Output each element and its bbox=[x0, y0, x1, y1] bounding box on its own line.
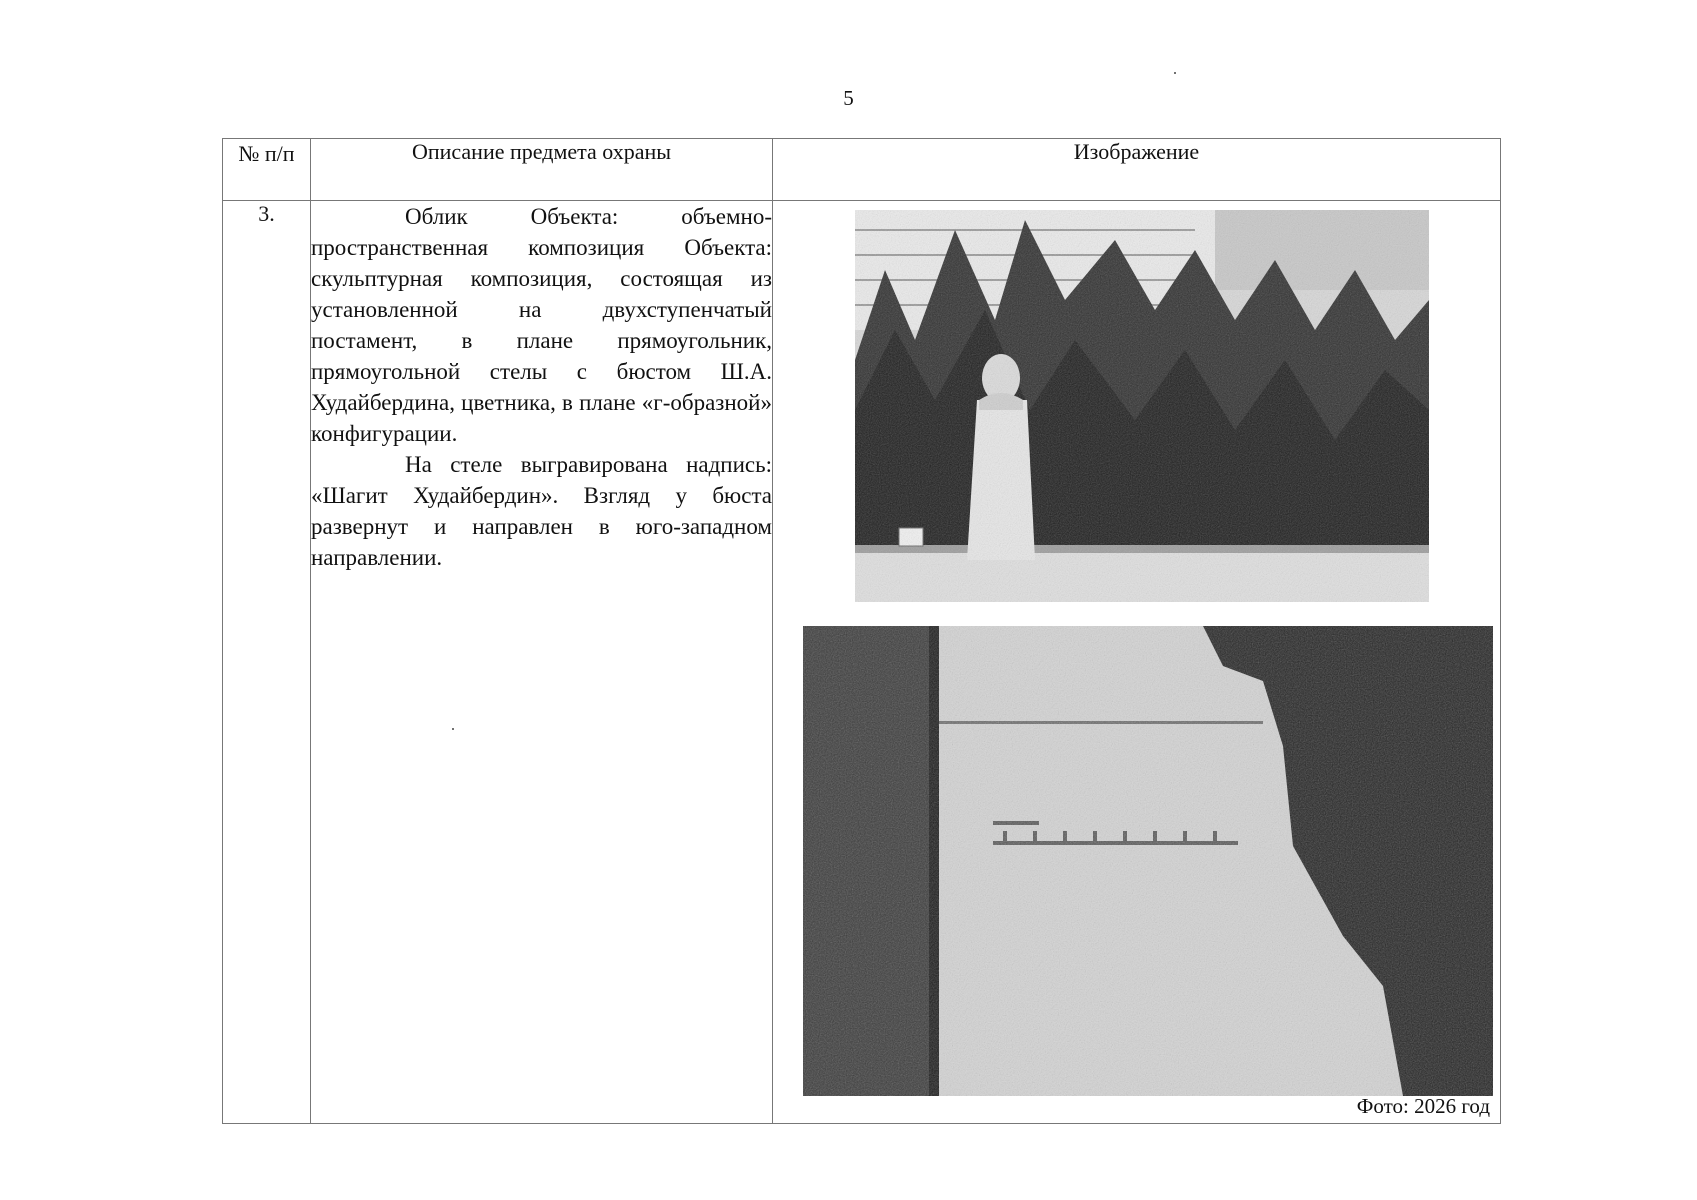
header-number: № п/п bbox=[223, 139, 311, 201]
row-number: 3. bbox=[223, 201, 311, 1124]
image-cell bbox=[773, 201, 1501, 1124]
page-number: 5 bbox=[843, 86, 854, 110]
description-paragraph-2: На стеле выгравирована надпись: «Шагит Худайбердин». Взгляд у бюста развернут и направлен в юго-западном направлении. bbox=[311, 452, 772, 570]
header-description: Описание предмета охраны bbox=[311, 139, 773, 201]
protection-subject-table bbox=[222, 138, 1501, 1124]
photo-caption: Фото: 2026 год bbox=[1356, 1094, 1490, 1118]
table-header-row bbox=[223, 139, 1501, 201]
header-image: Изображение bbox=[773, 139, 1501, 201]
description-cell bbox=[311, 201, 773, 1124]
scan-speck bbox=[1174, 72, 1176, 74]
description-paragraph-1: Облик Объекта: объемно-пространственная композиция Объекта: скульптурная композиция, состоящая из установленной на двухступенчатый постамент, в плане прямоугольник, прямоугольной стелы с бюстом Ш.А. Худайбердина, цветника, в плане «г-образной» конфигурации. bbox=[311, 204, 772, 446]
table-row bbox=[223, 201, 1501, 1124]
monument-photo bbox=[855, 210, 1429, 602]
scan-speck bbox=[452, 728, 454, 730]
stele-inscription-photo bbox=[803, 626, 1493, 1096]
